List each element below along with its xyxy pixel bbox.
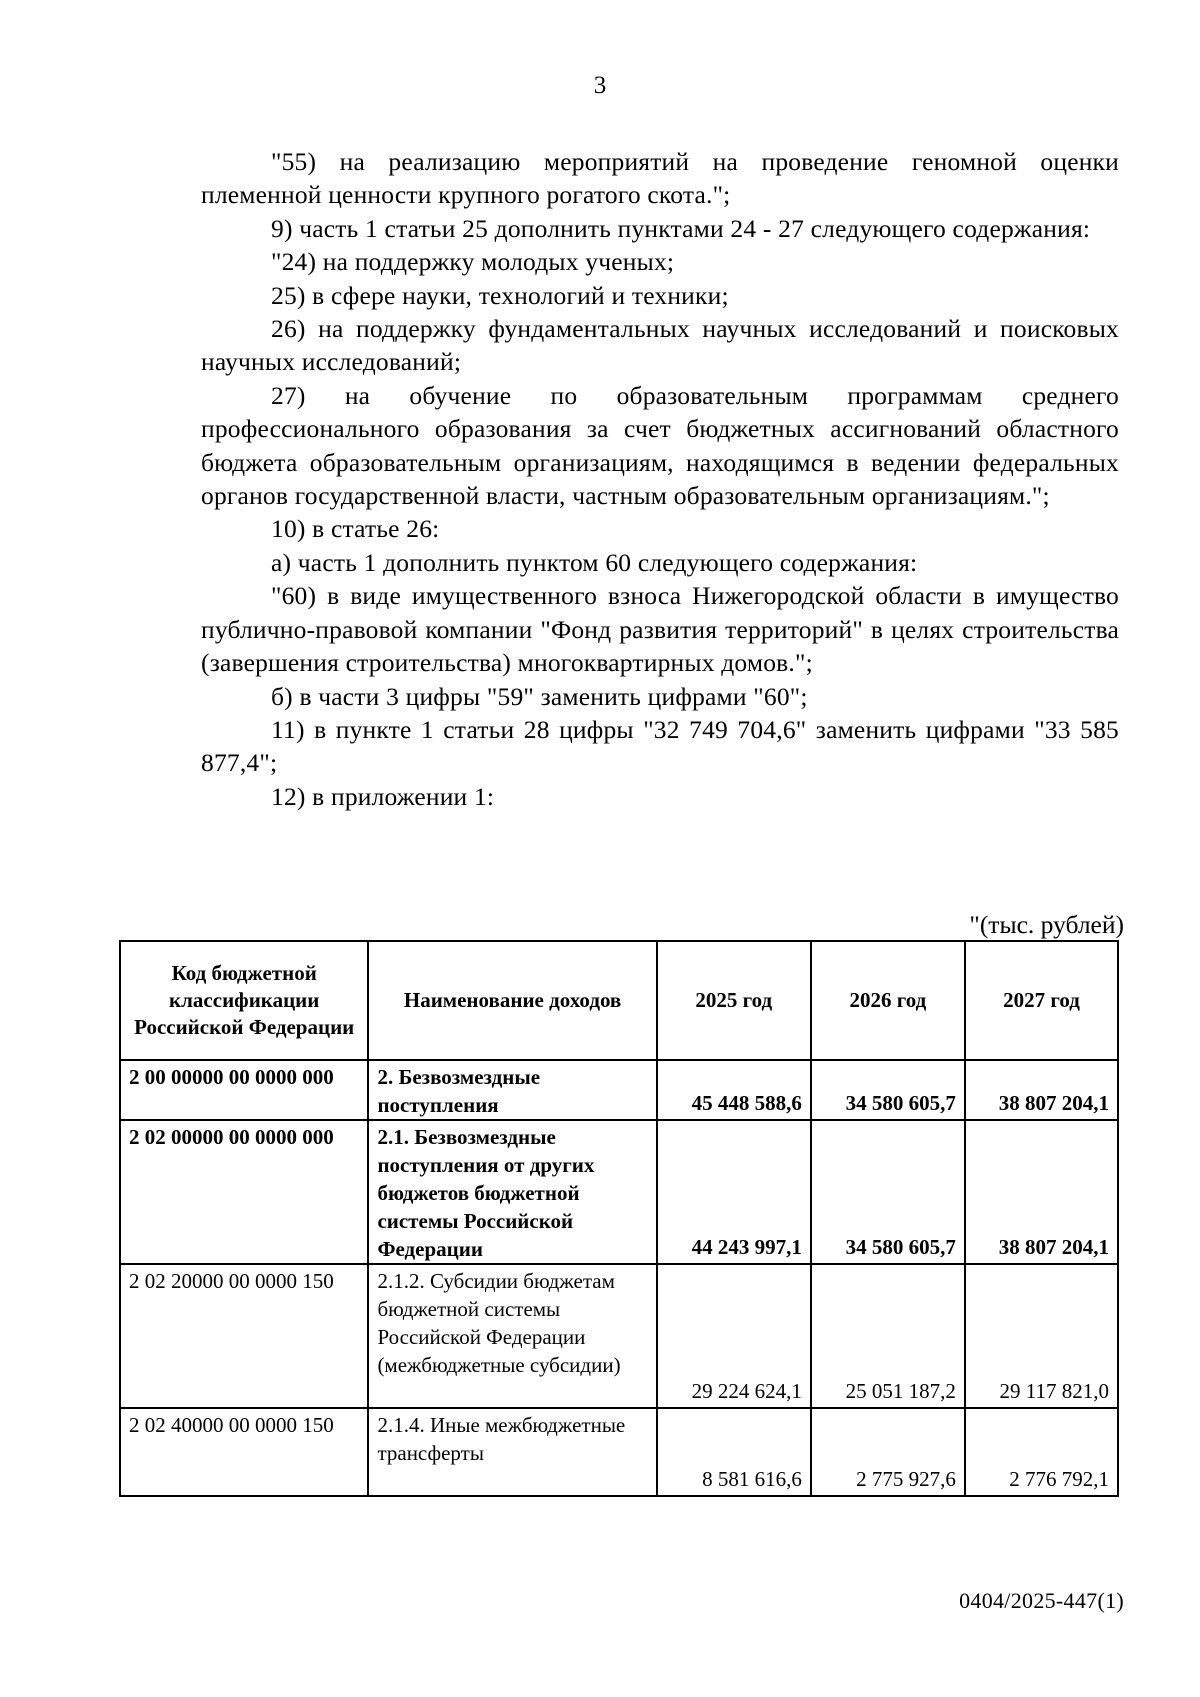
units-note: "(тыс. рублей) xyxy=(969,910,1124,939)
header-2025: 2025 год xyxy=(657,941,811,1060)
row-name: 2.1.4. Иные межбюджетные трансферты xyxy=(368,1408,656,1496)
row-2025: 29 224 624,1 xyxy=(657,1264,811,1408)
row-2027: 38 807 204,1 xyxy=(965,1120,1118,1264)
row-name: 2.1.2. Субсидии бюджетам бюджетной системы Российской Федерации (межбюджетные субсидии) xyxy=(368,1264,656,1408)
paragraph-11: 11) в пункте 1 статьи 28 цифры "32 749 704,6" заменить цифрами "33 585 877,4"; xyxy=(201,714,1119,778)
paragraph-25: 25) в сфере науки, технологий и техники; xyxy=(271,280,729,310)
row-2027: 38 807 204,1 xyxy=(965,1060,1118,1120)
row-name: 2.1. Безвозмездные поступления от других бюджетов бюджетной системы Российской Федерации xyxy=(368,1120,656,1264)
row-2025: 45 448 588,6 xyxy=(657,1060,811,1120)
paragraph-10a: а) часть 1 дополнить пунктом 60 следующего содержания: xyxy=(271,547,918,577)
document-id: 0404/2025-447(1) xyxy=(959,1588,1124,1613)
row-2027: 2 776 792,1 xyxy=(965,1408,1118,1496)
row-code: 2 00 00000 00 0000 000 xyxy=(120,1060,368,1120)
page-number: 3 xyxy=(593,72,607,99)
income-table xyxy=(119,940,1119,1497)
row-code: 2 02 00000 00 0000 000 xyxy=(120,1120,368,1264)
paragraph-10b: б) в части 3 цифры "59" заменить цифрами "60"; xyxy=(271,681,808,711)
amendment-text xyxy=(201,145,1119,813)
paragraph-12: 12) в приложении 1: xyxy=(271,781,495,811)
header-2026: 2026 год xyxy=(811,941,965,1060)
paragraph-10: 10) в статье 26: xyxy=(271,514,440,544)
header-code: Код бюджетной классификации Российской Федерации xyxy=(120,941,368,1060)
row-code: 2 02 40000 00 0000 150 xyxy=(120,1408,368,1496)
table-header-row xyxy=(120,941,1118,1060)
paragraph-60: "60) в виде имущественного взноса Нижегородской области в имущество публично-правовой компании "Фонд развития территорий" в целях строительства (завершения строительства) многоквартирных домов."; xyxy=(201,581,1119,678)
row-2025: 44 243 997,1 xyxy=(657,1120,811,1264)
paragraph-9: 9) часть 1 статьи 25 дополнить пунктами 24 - 27 следующего содержания: xyxy=(271,213,1091,243)
table-row xyxy=(120,1120,1118,1264)
paragraph-26: 26) на поддержку фундаментальных научных исследований и поисковых научных исследований; xyxy=(201,314,1119,377)
row-2025: 8 581 616,6 xyxy=(657,1408,811,1496)
paragraph-55: "55) на реализацию мероприятий на проведение геномной оценки племенной ценности крупного рогатого скота."; xyxy=(201,147,1119,210)
paragraph-24: "24) на поддержку молодых ученых; xyxy=(271,247,675,277)
table-row xyxy=(120,1264,1118,1408)
row-code: 2 02 20000 00 0000 150 xyxy=(120,1264,368,1408)
table-row xyxy=(120,1060,1118,1120)
row-2027: 29 117 821,0 xyxy=(965,1264,1118,1408)
row-2026: 34 580 605,7 xyxy=(811,1060,965,1120)
row-2026: 25 051 187,2 xyxy=(811,1264,965,1408)
row-name: 2. Безвозмездные поступления xyxy=(368,1060,656,1120)
header-name: Наименование доходов xyxy=(368,941,656,1060)
row-2026: 2 775 927,6 xyxy=(811,1408,965,1496)
paragraph-27: 27) на обучение по образовательным программам среднего профессионального образования за счет бюджетных ассигнований областного бюджета образовательным организациям, находящимся в ведении федеральных органов государственной власти, частным образовательным организациям."; xyxy=(201,380,1119,511)
table-row xyxy=(120,1408,1118,1496)
header-2027: 2027 год xyxy=(965,941,1118,1060)
row-2026: 34 580 605,7 xyxy=(811,1120,965,1264)
